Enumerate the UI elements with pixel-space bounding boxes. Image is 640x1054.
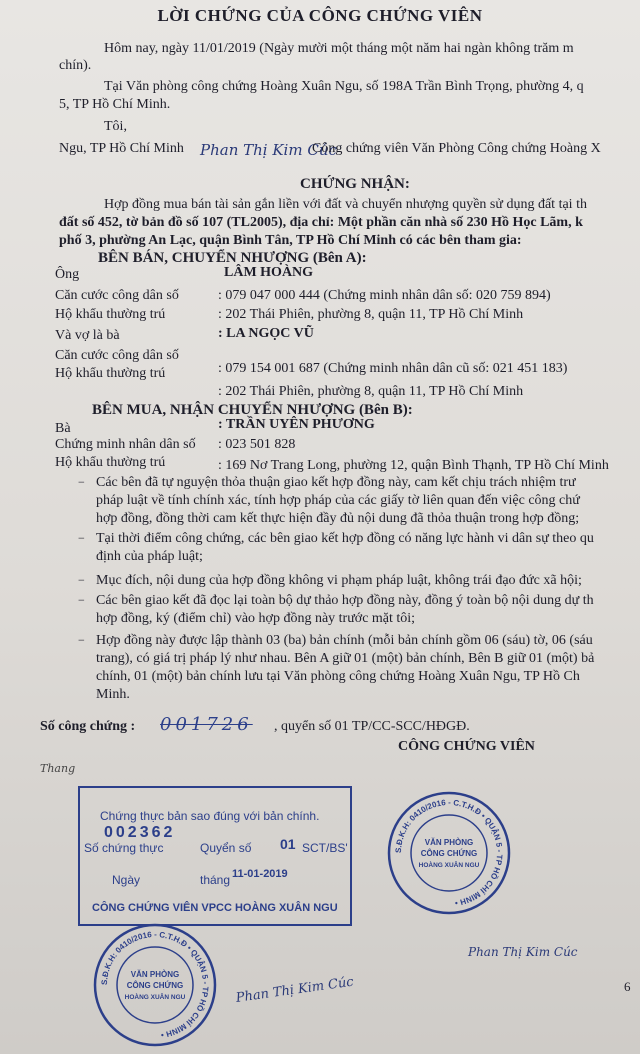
copy-certification-box [78,786,352,926]
intro-line-4: 5, TP Hồ Chí Minh. [59,97,171,112]
seal-line-3: HOÀNG XUÂN NGU [418,862,480,869]
party-a-value-1: LÂM HOÀNG [224,265,314,280]
copy-box-label-a: Số chứng thực [84,841,164,855]
notary-number-label: Số công chứng : [40,719,136,734]
party-a-value-3: : 202 Thái Phiên, phường 8, quận 11, TP Hồ Chí Minh [218,307,524,322]
intro-line-5: Tôi, [104,119,127,134]
seal-line-2: CÔNG CHỨNG [420,849,478,858]
copy-box-label-thang: tháng [200,873,231,887]
copy-box-label-d: SCT/BS' [302,841,348,855]
notary-number-stamp: 001726 [160,714,253,735]
handwritten-thang: Thang [40,762,76,775]
handwritten-notary-name: Phan Thị Kim Cúc [200,141,337,159]
seal-line-1: VĂN PHÒNG [130,970,180,979]
copy-box-line-1: Chứng thực bản sao đúng với bản chính. [100,809,320,823]
copy-box-book-number: 01 [280,836,296,852]
party-b-value-1: : TRẦN UYÊN PHƯƠNG [218,417,375,432]
party-a-value-5: : 079 154 001 687 (Chứng minh nhân dân cũ số: 021 451 183) [218,361,568,376]
party-a-value-2: : 079 047 000 444 (Chứng minh nhân dân số: 020 759 894) [218,288,551,303]
intro-line-2: chín). [59,58,92,73]
seal-line-2: CÔNG CHỨNG [126,981,184,990]
party-b-label-2: Chứng minh nhân dân số [55,437,196,452]
party-a-label-4: Và vợ là bà [55,328,120,343]
notary-title: CÔNG CHỨNG VIÊN [398,739,535,754]
party-b-label-3: Hộ khẩu thường trú [55,455,166,470]
contract-line-1: Hợp đồng mua bán tài sản gắn liền với đất và chuyển nhượng quyền sử dụng đất tại th [104,197,587,212]
contract-line-2: đất số 452, tờ bản đồ số 107 (TL2005), địa chỉ: Một phần căn nhà số 230 Hồ Học Lãm, k [59,215,583,230]
notary-seal-right [386,790,512,916]
bullet-line: trang), có giá trị pháp lý như nhau. Bên A giữ 01 (một) bản chính, Bên B giữ 01 (một) bả [96,651,595,666]
handwritten-signature-right: Phan Thị Kim Cúc [468,945,578,959]
intro-line-6: Ngu, TP Hồ Chí Minh [59,141,184,156]
page-title: LỜI CHỨNG CỦA CÔNG CHỨNG VIÊN [157,6,483,25]
party-b-value-3: : 169 Nơ Trang Long, phường 12, quận Bình Thạnh, TP Hồ Chí Minh [218,458,609,473]
intro-line-7: Công chứng viên Văn Phòng Công chứng Hoàng X [312,141,601,156]
party-b-heading: BÊN MUA, NHẬN CHUYỂN NHƯỢNG (Bên B): [92,402,413,418]
seal-line-1: VĂN PHÒNG [424,838,474,847]
bullet-line: hợp đồng, đồng thời cam kết thực hiện đầy đủ nội dung đã thỏa thuận trong hợp đồng; [96,511,580,526]
party-a-value-4: : LA NGỌC VŨ [218,326,314,341]
notary-seal-bottom [92,922,218,1048]
seal-line-3: HOÀNG XUÂN NGU [124,994,186,1001]
party-a-label-2: Căn cước công dân số [55,288,179,303]
party-a-value-6: : 202 Thái Phiên, phường 8, quận 11, TP Hồ Chí Minh [218,384,524,399]
bullet-marker: − [78,633,85,647]
copy-box-stamp-number: 002362 [104,824,176,841]
intro-line-1: Hôm nay, ngày 11/01/2019 (Ngày mười một tháng một năm hai ngàn không trăm m [104,41,574,56]
copy-box-footer: CÔNG CHỨNG VIÊN VPCC HOÀNG XUÂN NGU [92,902,338,914]
copy-box-label-ngay: Ngày [112,873,141,887]
bullet-marker: − [78,573,85,587]
party-a-label-5: Căn cước công dân số [55,348,179,363]
bullet-line: pháp luật về tính chính xác, tính hợp pháp của các giấy tờ liên quan đến việc công chứ [96,493,580,508]
seal-ring-text: S.Đ.K.H: 0410/2016 - C.T.H.Đ • QUẬN 5 - TP HỒ CHÍ MINH • [99,929,211,1040]
seal-ring-text: S.Đ.K.H: 0410/2016 - C.T.H.Đ • QUẬN 5 - TP HỒ CHÍ MINH • [393,797,505,908]
bullet-marker: − [78,475,85,489]
party-a-label-6: Hộ khẩu thường trú [55,366,166,381]
certify-heading: CHỨNG NHẬN: [300,176,410,192]
bullet-marker: − [78,593,85,607]
bullet-line: Tại thời điểm công chứng, các bên giao kết hợp đồng có năng lực hành vi dân sự theo qu [96,531,594,546]
party-b-label-1: Bà [55,421,71,436]
page-number: 6 [624,979,631,994]
bullet-line: Hợp đồng này được lập thành 03 (ba) bản chính (mỗi bản chính gồm 06 (sáu) tờ, 06 (sáu [96,633,593,648]
bullet-line: Mục đích, nội dung của hợp đồng không vi phạm pháp luật, không trái đạo đức xã hội; [96,573,582,588]
contract-line-3: phố 3, phường An Lạc, quận Bình Tân, TP Hồ Chí Minh có các bên tham gia: [59,233,522,248]
party-a-heading: BÊN BÁN, CHUYỂN NHƯỢNG (Bên A): [98,250,367,266]
bullet-line: chính, 01 (một) bản chính lưu tại Văn phòng công chứng Hoàng Xuân Ngu, TP Hồ Ch [96,669,580,684]
bullet-line: Minh. [96,687,130,702]
bullet-line: hợp đồng, ký (điểm chỉ) vào hợp đồng này trước mặt tôi; [96,611,416,626]
handwritten-signature-bottom: Phan Thị Kim Cúc [234,974,355,1006]
bullet-line: định của pháp luật; [96,549,203,564]
party-a-label-1: Ông [55,267,80,282]
copy-box-label-b: Quyển số [200,841,252,855]
notary-number-suffix: , quyển số 01 TP/CC-SCC/HĐGĐ. [274,719,470,734]
intro-line-3: Tại Văn phòng công chứng Hoàng Xuân Ngu, số 198A Trần Bình Trọng, phường 4, q [104,79,584,94]
bullet-marker: − [78,531,85,545]
party-b-value-2: : 023 501 828 [218,437,296,452]
bullet-line: Các bên đã tự nguyện thỏa thuận giao kết hợp đồng này, cam kết chịu trách nhiệm trư [96,475,576,490]
party-a-label-3: Hộ khẩu thường trú [55,307,166,322]
bullet-line: Các bên giao kết đã đọc lại toàn bộ dự thảo hợp đồng này, đồng ý toàn bộ nội dung dự th [96,593,594,608]
copy-box-date: 11-01-2019 [232,868,288,880]
